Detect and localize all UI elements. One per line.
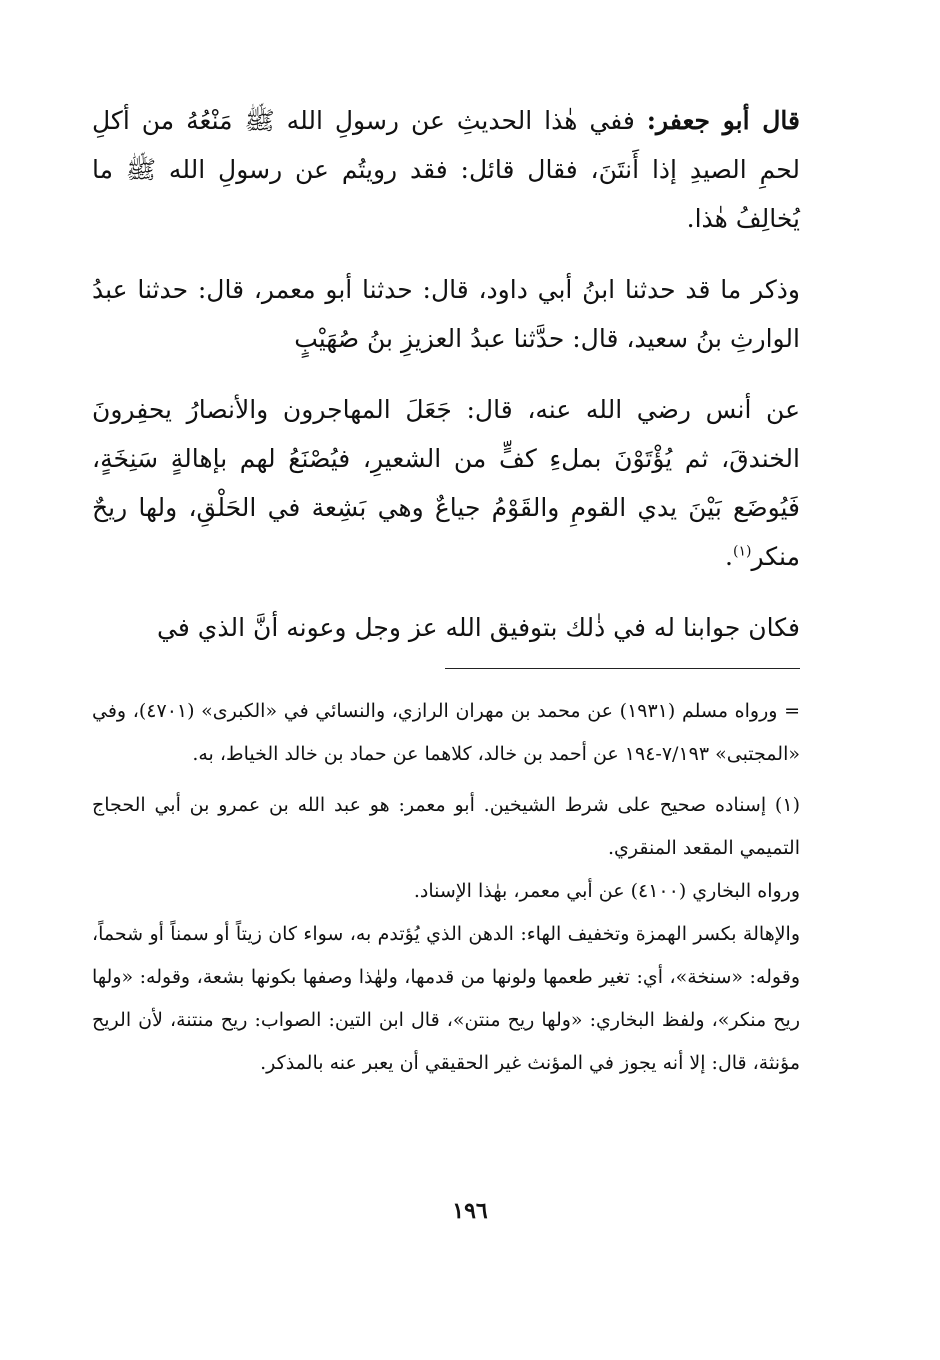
footnote-divider (445, 668, 800, 669)
footnote-1-line-3-text: والإهالة بكسر الهمزة وتخفيف الهاء: الدهن الذي يُؤتدم به، سواء كان زيتاً أو سمناً أو شحماً، وقوله: «سنخة»، أي: تغير طعمها ولونها من قدمها، ولهٰذا وصفها بكونها بشعة، وقوله: «ولها ريح منكر»، ولفظ البخاري: «ولها ريح منتن»، قال ابن التين: الصواب: ريح منتنة، لأن الريح مؤنثة، قال: إلا أنه يجوز في المؤنث غير الحقيقي أن يعبر عنه بالمذكر. (92, 923, 800, 1074)
paragraph-1-text: ففي هٰذا الحديثِ عن رسولِ الله ﷺ مَنْعُهُ من أكلِ لحمِ الصيدِ إذا أَنتَنَ، فقال قائل: فقد رويتُم عن رسولِ الله ﷺ ما يُخالِفُ هٰذا. (92, 106, 800, 233)
footnote-1-line-3 (92, 913, 800, 1085)
page-number: ١٩٦ (452, 1198, 488, 1224)
paragraph-3-end: . (725, 542, 733, 571)
paragraph-2-text: وذكر ما قد حدثنا ابنُ أبي داود، قال: حدثنا أبو معمر، قال: حدثنا عبدُ الوارثِ بنُ سعيد، قال: حدَّثنا عبدُ العزيزِ بنُ صُهَيْبٍ (92, 275, 800, 353)
footnote-continuation-text: = ورواه مسلم (١٩٣١) عن محمد بن مهران الرازي، والنسائي في «الكبرى» (٤٧٠١)، وفي «المجتبى» ٧/١٩٣-١٩٤ عن أحمد بن خالد، كلاهما عن حماد بن خالد الخياط، به. (92, 700, 800, 765)
footnote-reference-1[interactable]: (١) (732, 543, 752, 560)
footnotes (92, 690, 800, 1085)
paragraph-3-text: عن أنس رضي الله عنه، قال: جَعَلَ المهاجرون والأنصارُ يحفِرونَ الخندقَ، ثم يُؤْتَوْنَ بملءِ كفٍّ من الشعيرِ، فيُصْنَعُ لهم بإهالةٍ سَنِخَةٍ، فَيُوضَع بَيْنَ يدي القومِ والقَوْمُ جياعٌ وهي بَشِعة في الحَلْقِ، ولها ريحٌ منكر (92, 395, 800, 571)
paragraph-4-text: فكان جوابنا له في ذٰلك بتوفيق الله عز وجل وعونه أنَّ الذي في (157, 613, 800, 642)
paragraph-1 (92, 96, 800, 243)
footnote-1 (92, 784, 800, 870)
paragraph-3 (92, 385, 800, 581)
paragraph-4 (92, 603, 800, 652)
footnote-1-text: (١) إسناده صحيح على شرط الشيخين. أبو معمر: هو عبد الله بن عمرو بن أبي الحجاج التميمي المقعد المنقري. (92, 794, 800, 859)
main-text (92, 96, 800, 678)
footnote-1-line-2-text: ورواه البخاري (٤١٠٠) عن أبي معمر، بهٰذا الإسناد. (413, 880, 800, 902)
paragraph-1-lead: قال أبو جعفر: (646, 106, 800, 135)
paragraph-2 (92, 265, 800, 363)
footnote-1-line-2 (92, 870, 800, 913)
footnote-continuation (92, 690, 800, 776)
